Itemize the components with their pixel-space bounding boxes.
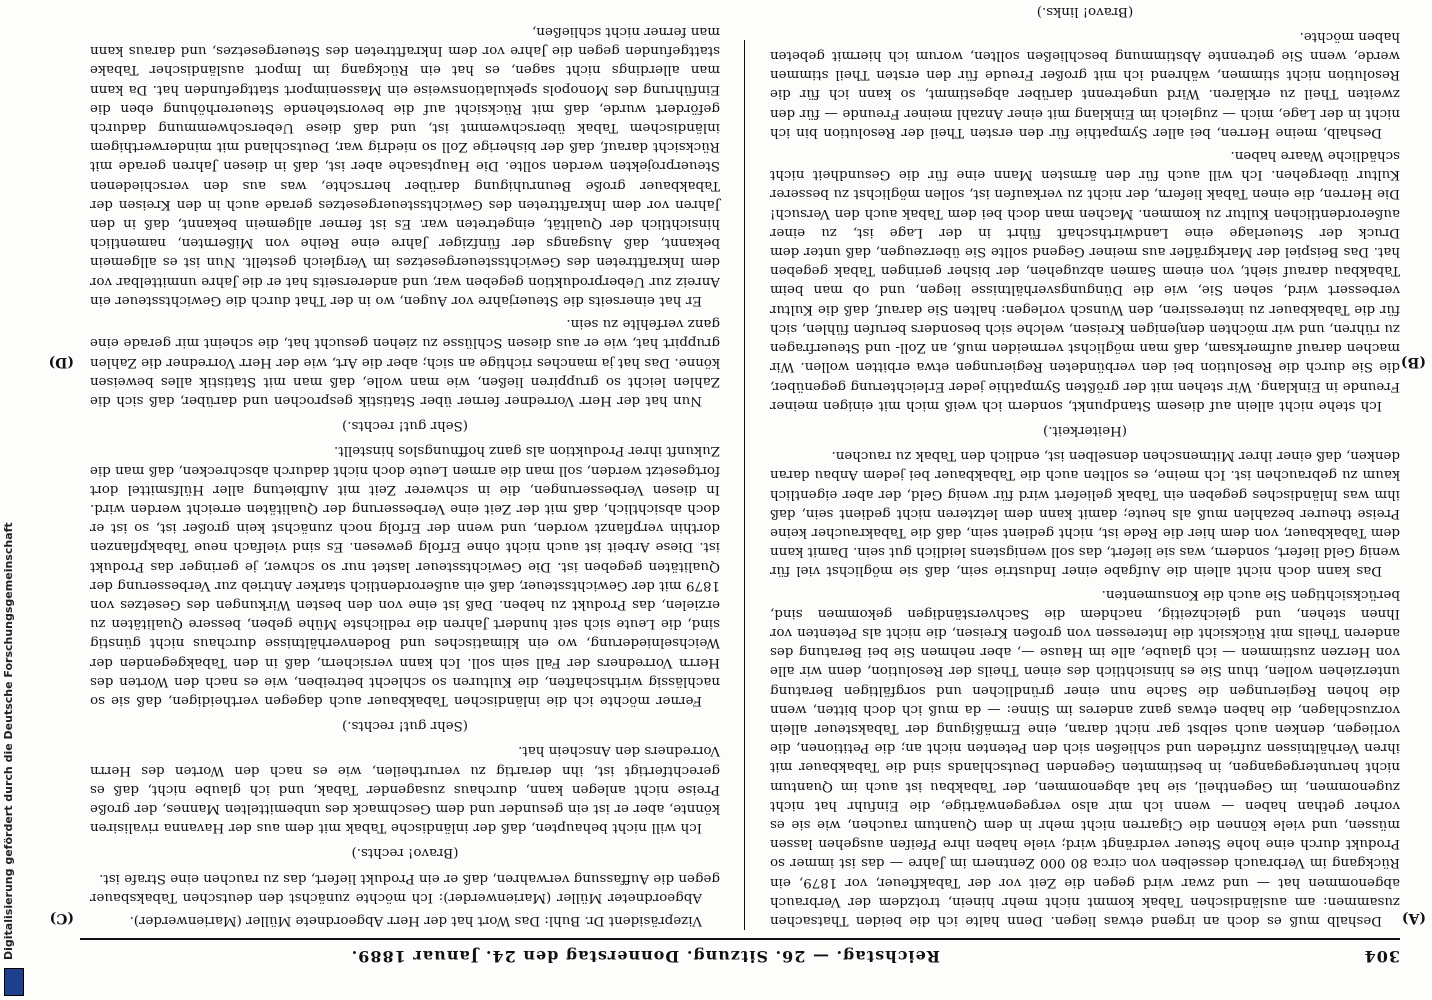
paragraph: Ich will nicht behaupten, daß der inländische Tabak mit dem aus der Havanna rivalisiren könnte, aber er ist ein gesunder und dem Geschmack des unbemittelten Mannes, der große Preise nicht anlegen kann, durchaus zusagender Tabak, und ich glaube nicht, daß es gerechtfertigt ist, ihn derartig zu verurtheilen, wie es nach den Worten des Herrn Vorredners den Anschein hat. — [90, 743, 720, 836]
footer-credit — [2, 522, 24, 980]
paragraph: (Bravo! rechts.) — [351, 845, 459, 861]
column-divider — [744, 40, 745, 930]
paragraph: Ferner möchte ich die inländischen Tabakbauer auch dagegen vertheidigen, daß sie so nachlässig wirthschaften, die Kulturen so schlecht betreiben, wie es nach den Worten des Herrn Vorredners der Fall sein soll. Ich kann versichern, daß in den Tabakgegenden der Weichselniederung, wo ein klimatisches und Bodenverhältnisse durchaus nicht günstig sind, die Leute sich seit hundert Jahren die redlichste Mühe geben, bessere Qualitäten zu erzielen, das Produkt zu heben. Daß ist eine von den besten Wirkungen des Gesetzes von 1879 mit der Gewichtssteuer, daß ein außerordentlich starker Antrieb zur Verbesserung der Qualitäten gegeben ist. Die Gewichtssteuer lastet nur so schwer, je geringer das Produkt ist. Diese Arbeit ist auch nicht ohne Erfolg gewesen. Es sind vielfach neue Tabakpflanzen dorthin verpflanzt worden, und wenn der Erfolg noch zunächst kein großer ist, so ist er doch absichtlich, daß mit der Zeit eine Verbesserung der Qualitäten erreicht werden wird. In diesen Verbesserungen, die in schwerer Zeit mit Aufbietung aller Hülfsmittel dort fortgesetzt werden, soll man die armen Leute doch nicht dadurch abschrecken, daß man die Zukunft ihrer Produktion als ganz hoffnungslos hinstellt. — [90, 443, 720, 708]
paragraph: Vizepräsident Dr. Buhl: Das Wort hat der Herr Abgeordnete Müller (Marienwerder). — [129, 913, 702, 928]
margin-mark-d: (D) — [48, 354, 74, 370]
paragraph: Deshalb, meine Herren, bei aller Sympathie für den ersten Theil der Resolution bin ich nicht in der Lage, mich — zugleich im Einklang mit einer Anzahl meiner Freunde — für den zweiten Theil zu erklären. Wird ungetrennt darüber abgestimmt, so kann ich für die Resolution nicht stimmen, während ich mit großer Freude für den ersten Theil stimmen werde, wenn Sie getrennte Abstimmung beschließen sollten, worum ich hiermit gebeten haben möchte. — [770, 28, 1400, 140]
paragraph: (Bravo! links.) — [1036, 3, 1134, 19]
paragraph: Ich stehe nicht allein auf diesem Standpunkt, sondern ich weiß mich mit einigen meiner Freunde in Einklang. Wir stehen mit der größten Sympathie jeder Erleichterung gegenüber, die Sie durch die Resolution bei den verbündeten Regierungen etwa erbitten wollen. Wir machen darauf aufmerksam, daß man möglichst vermeiden muß, an Zoll- und Steuerfragen zu rühren, und wir möchten denjenigen Kreisen, welche sich besonders berufen fühlen, sich für die Tabakbauer zu interessiren, den Wunsch vorlegen: halten Sie darauf, daß die Kultur verbessert wird, sehen Sie, wie die Düngungsverhältnisse liegen, und ob man beim Tabakbau darauf sieht, von einem Samen abzugehen, der bisher geringen Tabak gegeben hat. Das Beispiel der Markgräfler aus meiner Gegend sollte Sie überzeugen, daß unter dem Druck der Steuerlage eine Landwirthschaft führt in der Lage ist, zu einer außerordentlichen Kultur zu kommen. Machen man doch bei dem Tabak auch den Versuch! Die Herren, die einen Tabak liefern, der nicht zu verkaufen ist, sollen möglichst zu besserer Kultur übergehen. Ich will auch für den ärmsten Mann eine für die Gesundheit nicht schädliche Waare haben. — [770, 148, 1400, 413]
paragraph: Nun hat der Herr Vorredner ferner über Statistik gesprochen und darüber, daß sich die Zahlen leicht so gruppiren ließen, wie man wolle, daß man mit Statistik alles beweisen könne. Das hat ja manches richtige an sich; aber die Art, wie der Herr Vorredner die Zahlen gruppirt hat, wie er aus diesen Schlüsse zu ziehen gesucht hat, die scheint mir gerade eine ganz verfehlte zu sein. — [90, 316, 720, 408]
header-rule — [80, 938, 1400, 940]
paragraph: Abgeordneter Müller (Marienwerder): Ich möchte zunächst den deutschen Tabaksbauer gegen die Auffassung verwahren, daß er ein Produkt liefert, das zu rauchen eine Strafe ist. — [90, 870, 720, 905]
footer-credit-text: Digitalisierung gefördert durch die Deutsche Forschungsgemeinschaft — [2, 522, 15, 960]
right-column — [90, 24, 720, 930]
paragraph: (Heiterkeit.) — [1043, 422, 1127, 438]
margin-mark-c: (C) — [49, 910, 74, 926]
margin-mark-b: (B) — [1400, 354, 1426, 370]
page-title: Reichstag. — 26. Sitzung. Donnerstag den 24. Januar 1889. — [350, 947, 940, 966]
dfg-logo-icon — [4, 968, 24, 996]
rotated-document-page — [48, 3, 1426, 970]
paragraph: (Sehr gut! rechts.) — [342, 418, 469, 434]
margin-mark-a: (A) — [1401, 910, 1426, 926]
paragraph: Er hat einerseits die Steuerjahre vor Augen, wo in der That durch die Gewichtssteuer ein Anreiz zur Ueberproduktion gegeben war, und andererseits hat er die Jahre unmittelbar vor dem Inkrafttreten des Gewichtssteuergesetzes im Vergleich gestellt. Nun ist es allgemein bekannt, daß Ausgangs der fünfziger Jahre eine Reihe von Mißernten, namentlich hinsichtlich der Qualität, eingetreten war. Es ist ferner allgemein bekannt, daß in den Jahren vor dem Inkrafttreten des Gewichtssteuergesetzes gerade auch in den Kreisen der Tabakbauer große Beunruhigung darüber herrschte, was aus den verschiedenen Steuerprojekten werden sollte. Die Hauptsache aber ist, daß in diesen Jahren gerade mit Rücksicht darauf, daß der bisherige Zoll so niedrig war, Deutschland mit minderwerthigem inländischem Tabak überschwemmt ist, und daß diese Ueberschwemmung dadurch gefördert wurde, daß mit Rücksicht auf die bevorstehende Steuererhöhung eben die Einführung des Monopols spekulationsweise ein Massenimport stattgefunden hat. Da kann man allerdings nicht sagen, es hat ein Rückgang im Import ausländischer Tabake stattgefunden gegen die Jahre vor dem Inkrafttreten des Steuergesetzes, und daraus kann man ferner nicht schließen, — [90, 24, 720, 308]
paragraph: Deshalb muß es doch an irgend etwas liegen. Denn halte ich die beiden Thatsachen zusammen: am ausländischen Tabak kommt nicht mehr hinein, trotzdem der Verbrauch abgenommen hat — und zwar wird gegen die Zeit vor der Tabakfteuer, vor 1879, ein Rückgang im Verbrauch desselben von circa 80 000 Zentnern im Jahre — das ist immer so Produkt durch eine hohe Steuer verdrängt wird; viele haben ihre Pfeifen ausgehen lassen müssen, und viele können die Cigarren nicht mehr in dem Quantum rauchen, wie sie es vorher gethan haben — wenn ich mir also vergegenwärtige, die Einfuhr hat nicht zugenommen, im Gegentheil, sie hat abgenommen, der Tabakbau ist auch im Quantum nicht heruntergegangen, in bestimmten Gegenden Deutschlands sind die Tabakbauer mit ihren Verhältnissen zufrieden und schließen sich den Petenten nicht an; die Petitionen, die vorliegen, denken auch selbst gar nicht daran, eine Ermäßigung der Tabaksteuer allein vorzuschlagen, die haben etwas ganz anderes im Sinne: — da muß ich doch bitten, wenn die hohen Regierungen die Sache nun einer gründlichen und sorgfältigen Beratung unterziehen wollen, thun Sie es hinsichtlich des einen Theils der Resolution, denn wir alle von Herzen zustimmen — ich glaube, alle im Hause —, aber nehmen Sie bei Beratung des anderen Theils mit Rücksicht die Interessen von großen Kreisen, die nicht als Petenten vor Ihnen stehen, und gleichzeitig, nachdem die Sachverständigen gekommen sind, berücksichtigen Sie auch die Konsumenten. — [770, 586, 1400, 928]
paragraph: (Sehr gut! rechts.) — [342, 718, 469, 734]
page-header — [80, 942, 1400, 970]
page-number: 304 — [1363, 947, 1400, 966]
left-column — [770, 3, 1400, 930]
paragraph: Das kann doch nicht allein die Aufgabe einer Industrie sein, daß sie möglichst viel für wenig Geld liefert, sondern, was sie liefert, das soll wenigstens leidlich gut sein. Damit kann dem Tabakbauer, von dem hier die Rede ist, nicht gedient sein, daß die Tabakraucher keine Preise theurer bezahlen muß als heute; damit kann dem letzteren nicht gedient sein, daß ihm was Inländisches gegeben ein Tabak geliefert wird für wenig Geld, der aber eigentlich kaum zu gebrauchen ist. Ich meine, es sollten auch die Tabakbauer bei jedem Anbau daran denken, daß einer ihrer Mitmenschen denselben ist, endlich den Tabak zu rauchen. — [770, 448, 1400, 579]
